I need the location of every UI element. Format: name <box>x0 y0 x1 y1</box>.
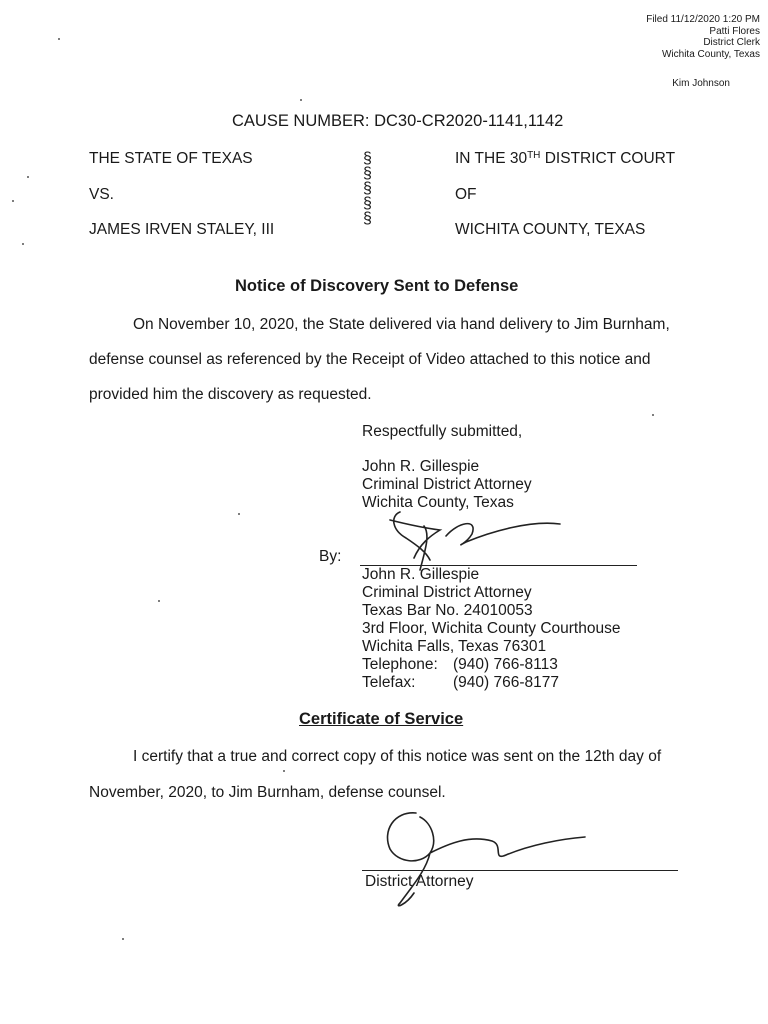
section-symbols <box>363 151 372 226</box>
scan-speck <box>283 770 285 772</box>
by-label: By: <box>319 548 342 565</box>
section-symbol: § <box>363 195 372 212</box>
scan-speck <box>158 600 160 602</box>
signer-address-2: Wichita Falls, Texas 76301 <box>362 638 547 655</box>
caption-state: THE STATE OF TEXAS <box>89 150 253 167</box>
filing-stamp <box>646 14 760 60</box>
filing-stamp-county: Wichita County, Texas <box>661 48 760 60</box>
signer-name: John R. Gillespie <box>362 566 480 583</box>
scan-speck <box>300 99 302 101</box>
signer-bar-number: Texas Bar No. 24010053 <box>362 602 533 619</box>
scan-speck <box>22 243 24 245</box>
attorney-block <box>362 458 532 512</box>
certificate-line-1: I certify that a true and correct copy of this notice was sent on the 12th day of <box>133 748 662 765</box>
telefax-value: (940) 766-8177 <box>453 674 559 691</box>
filing-stamp-date: Filed 11/12/2020 1:20 PM <box>646 14 760 25</box>
attorney-name: John R. Gillespie <box>362 458 480 475</box>
signer-address-1: 3rd Floor, Wichita County Courthouse <box>362 620 621 637</box>
caption-versus: VS. <box>89 186 114 203</box>
section-symbol: § <box>363 210 372 227</box>
scan-speck <box>58 38 60 40</box>
signature-caption: District Attorney <box>365 873 474 890</box>
attorney-county: Wichita County, Texas <box>362 494 514 511</box>
telephone-value: (940) 766-8113 <box>453 656 558 673</box>
notice-line-2: defense counsel as referenced by the Receipt of Video attached to this notice and <box>89 351 651 368</box>
notice-line-3: provided him the discovery as requested. <box>89 386 372 403</box>
notice-title: Notice of Discovery Sent to Defense <box>235 277 519 295</box>
caption-of: OF <box>455 186 477 203</box>
closing: Respectfully submitted, <box>362 423 523 440</box>
court-superscript: TH <box>527 150 541 161</box>
signer-telephone <box>362 656 620 674</box>
certificate-signature-image <box>380 805 600 915</box>
section-symbol: § <box>363 165 372 182</box>
scan-speck <box>652 414 654 416</box>
caption-court <box>455 150 675 168</box>
cause-number: CAUSE NUMBER: DC30-CR2020-1141,1142 <box>232 112 564 130</box>
certificate-signature-line <box>362 870 678 871</box>
scan-speck <box>27 176 29 178</box>
certificate-title: Certificate of Service <box>299 710 464 728</box>
filing-stamp-clerk-title: District Clerk <box>703 37 760 48</box>
scan-speck <box>238 513 240 515</box>
filing-stamp-clerk-name: Patti Flores <box>709 25 760 37</box>
signer-block <box>362 566 620 692</box>
scan-speck <box>12 200 14 202</box>
certificate-line-2: November, 2020, to Jim Burnham, defense counsel. <box>89 784 446 801</box>
signer-title: Criminal District Attorney <box>362 584 532 601</box>
caption-county: WICHITA COUNTY, TEXAS <box>455 221 646 238</box>
notice-line-1: On November 10, 2020, the State delivered via hand delivery to Jim Burnham, <box>133 316 670 333</box>
filing-stamp-deputy: Kim Johnson <box>672 78 730 89</box>
telefax-label: Telefax: <box>362 674 416 691</box>
court-suffix: DISTRICT COURT <box>540 150 676 167</box>
signer-telefax <box>362 674 620 692</box>
section-symbol: § <box>363 150 372 167</box>
section-symbol: § <box>363 180 372 197</box>
telephone-label: Telephone: <box>362 656 438 673</box>
attorney-title: Criminal District Attorney <box>362 476 532 493</box>
scan-speck <box>122 938 124 940</box>
caption-defendant: JAMES IRVEN STALEY, III <box>89 221 275 238</box>
court-prefix: IN THE 30 <box>455 150 528 167</box>
